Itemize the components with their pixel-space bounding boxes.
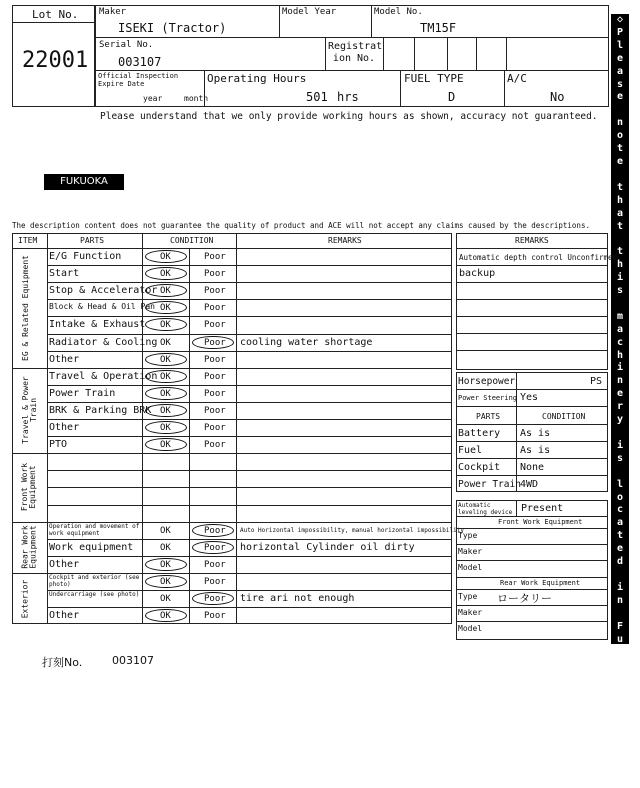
part-name: Power Train [49,387,116,399]
maker-value: ISEKI (Tractor) [118,21,227,35]
group-label: EG & Related Equipment [20,254,30,361]
fuel-value: As is [520,445,551,456]
ok-selected-circle [145,353,187,366]
part-name: Stop & Accelerator [49,285,158,297]
front-maker-label: Maker [458,547,483,556]
condition-ok: OK [160,269,171,280]
condition-ok: OK [160,594,171,604]
part-name: Travel & Operation [49,370,158,382]
condition-ok: OK [160,542,171,553]
rear-type-label: Type [458,592,478,601]
condition-ok: OK [160,525,171,536]
condition-poor: Poor [204,559,226,570]
part-name: Cockpit and exterior (see photo) [49,573,140,588]
part-name: Other [49,558,80,570]
remark-text: horizontal Cylinder oil dirty [240,541,415,553]
part-name: Other [49,422,80,433]
condition-ok: OK [160,354,171,365]
right-remarks-header: REMARKS [515,236,549,245]
ok-selected-circle [145,575,187,588]
right-remarks-line2: backup [459,268,496,279]
front-work-header: Front Work Equipment [498,518,583,526]
group-label: Exterior [20,579,30,618]
location-sidebar: ◇ P l e a s e n o t e t h a t t h i s m a c h i n e r y i s l o c a t e d i n F u k u o k a Y a r d ◇ [611,14,629,644]
part-name: Start [49,268,80,280]
condition-ok: OK [160,286,171,297]
part-name: E/G Function [49,251,122,262]
poor-selected-circle [192,541,234,554]
hours-value: 501 [306,90,328,104]
condition-ok: OK [160,423,171,433]
condition-poor: Poor [204,405,226,416]
condition-poor: Poor [204,371,226,382]
front-model-label: Model [458,563,483,572]
poor-selected-circle [192,336,234,349]
inspection-label: Official Inspection Expire Date [98,72,179,88]
condition-ok: OK [160,303,171,314]
ok-selected-circle [145,250,187,263]
cockpit-value: None [520,462,545,473]
stamp-value: 003107 [112,654,154,667]
condition-poor: Poor [204,337,226,348]
ok-selected-circle [145,558,187,571]
model-no-label: Model No. [374,7,423,17]
parts-header: PARTS [476,412,501,421]
part-name: Operation and movement of work equipment [49,522,140,537]
registration-label: Registrat ion No. [328,41,383,64]
model-no-value: TM15F [420,21,457,35]
ac-label: A/C [507,72,527,85]
condition-ok: OK [160,337,171,348]
condition-poor: Poor [204,542,226,553]
cockpit-label: Cockpit [458,462,501,473]
part-name: BRK & Parking BRK [49,404,152,416]
ok-selected-circle [145,370,187,383]
power-steering-value: Yes [520,392,539,403]
year-label: year [143,94,163,103]
condition-ok: OK [160,559,171,570]
condition-ok: OK [160,405,171,416]
header-item: ITEM [18,236,38,245]
condition-ok: OK [160,576,171,587]
condition-poor: Poor [204,388,226,399]
month-label: month [184,94,209,103]
serial-label: Serial No. [99,40,154,50]
remark-text: cooling water shortage [240,336,373,348]
rear-type-value: ロータリー [497,592,552,605]
model-year-label: Model Year [282,7,337,17]
power-train-value: 4WD [520,479,539,490]
disclaimer-text: The description content does not guarantee the quality of product and ACE will not accept any claims caused by the descriptions. [12,221,590,230]
fuel-type-value: D [448,90,456,104]
part-name: Undercarriage (see photo) [49,591,140,598]
ac-value: No [550,90,565,104]
ok-selected-circle [145,387,187,400]
front-type-label: Type [458,531,478,540]
group-label: Rear Work Equipment [20,525,38,569]
condition-ok: OK [160,320,171,331]
auto-level-value: Present [521,503,564,514]
header-condition: CONDITION [170,236,214,245]
part-name: Work equipment [49,541,134,553]
stamp-label: 打刻No. [42,656,83,669]
part-name: PTO [49,439,68,451]
condition-poor: Poor [204,611,226,622]
condition-ok: OK [160,440,171,451]
condition-ok: OK [160,611,171,622]
auto-level-label: Automatic leveling device [458,502,513,516]
condition-poor: Poor [204,525,226,536]
hours-label: Operating Hours [207,72,307,85]
horsepower-unit: PS [590,376,603,387]
condition-ok: OK [160,388,171,399]
power-train-label: Power Train [458,479,521,490]
remark-text: Auto Horizontal impossibility, manual horizontal impossibility [240,526,464,534]
right-remarks-line1: Automatic depth control Unconfirmed [459,253,618,262]
condition-ok: OK [160,252,171,262]
part-name: Other [49,353,80,365]
fuel-type-label: FUEL TYPE [404,72,464,85]
horsepower-label: Horsepower [458,376,516,387]
condition-poor: Poor [204,269,226,280]
condition-poor: Poor [204,286,226,297]
condition-poor: Poor [204,354,226,365]
fuel-label: Fuel [458,445,483,456]
condition-header: CONDITION [542,412,586,421]
part-name: Other [49,610,80,622]
condition-ok: OK [160,371,171,382]
rear-model-label: Model [458,624,483,633]
ok-selected-circle [145,421,187,434]
group-label: Travel & Power Train [20,376,38,445]
power-steering-label: Power Steering [458,394,518,402]
poor-selected-circle [192,592,234,605]
location-badge: FUKUOKA [44,174,124,190]
condition-poor: Poor [204,594,226,604]
notice-text: Please understand that we only provide working hours as shown, accuracy not guaranteed. [100,111,598,122]
part-name: Block & Head & Oil Pan [49,302,155,312]
poor-selected-circle [192,524,234,537]
battery-value: As is [520,428,551,439]
hours-unit: hrs [337,90,359,104]
serial-value: 003107 [118,55,162,69]
ok-selected-circle [145,404,187,417]
part-name: Radiator & Cooling [49,336,158,348]
header-remarks: REMARKS [328,236,362,245]
lot-number: 22001 [22,48,89,73]
condition-poor: Poor [204,576,226,587]
maker-label: Maker [99,7,127,17]
condition-poor: Poor [204,320,226,331]
rear-maker-label: Maker [458,608,483,617]
condition-poor: Poor [204,252,226,262]
header-parts: PARTS [80,236,105,245]
lot-label: Lot No. [32,8,79,21]
condition-poor: Poor [204,440,226,451]
condition-poor: Poor [204,423,226,433]
battery-label: Battery [458,428,501,439]
part-name: Intake & Exhaust [49,319,146,331]
condition-poor: Poor [204,303,226,314]
remark-text: tire ari not enough [240,593,355,604]
group-label: Front Work Equipment [20,463,38,512]
rear-work-header: Rear Work Equipment [500,579,581,587]
